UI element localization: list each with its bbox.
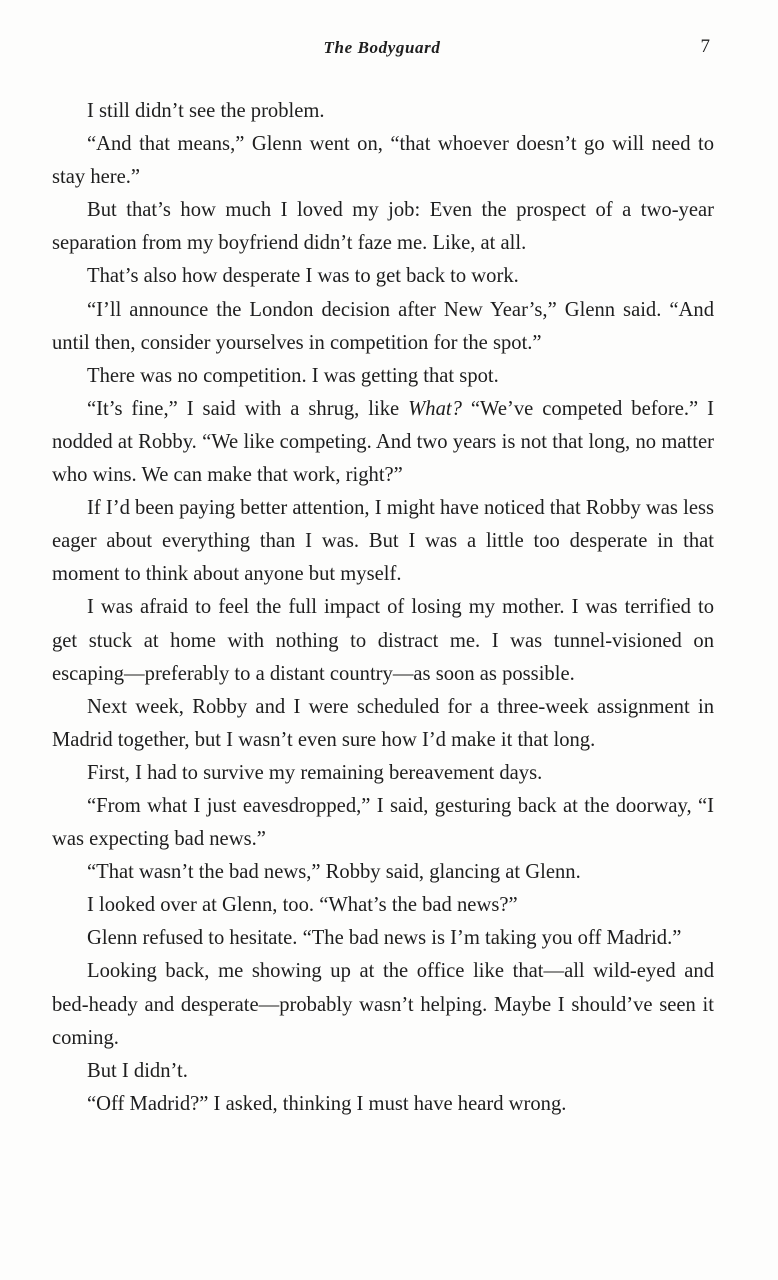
paragraph: Glenn refused to hesitate. “The bad news is I’m taking you off Madrid.” xyxy=(87,927,682,950)
paragraph: “I’ll announce the London decision after New Year’s,” Glenn said. “And until then, consider yourselves in competition for the spot.” xyxy=(52,298,714,354)
emphasis-text: What? xyxy=(408,397,462,420)
running-title: The Bodyguard xyxy=(323,38,441,57)
paragraph: “That wasn’t the bad news,” Robby said, glancing at Glenn. xyxy=(87,861,581,884)
paragraph-text: “We’ve competed before.” I nodded at Robby. “We like competing. And two years is not that long, no matter who wins. We can make that work, right?” xyxy=(52,397,714,487)
paragraph: There was no competition. I was getting that spot. xyxy=(87,364,499,387)
paragraph xyxy=(52,393,714,492)
paragraph-text: “It’s fine,” I said with a shrug, like xyxy=(87,397,409,420)
page-number: 7 xyxy=(700,36,710,57)
paragraph: Next week, Robby and I were scheduled for a three-week assignment in Madrid together, but I wasn’t even sure how I’d make it that long. xyxy=(52,695,714,751)
paragraph: “From what I just eavesdropped,” I said, gesturing back at the doorway, “I was expecting bad news.” xyxy=(52,794,714,851)
paragraph: I was afraid to feel the full impact of losing my mother. I was terrified to get stuck at home with nothing to distract me. I was tunnel-visioned on escaping—preferably to a distant country—as soon as possible. xyxy=(52,596,714,685)
paragraph: “Off Madrid?” I asked, thinking I must have heard wrong. xyxy=(87,1092,567,1115)
paragraph: Looking back, me showing up at the office like that—all wild-eyed and bed-heady and desperate—probably wasn’t helping. Maybe I should’ve seen it coming. xyxy=(52,960,714,1049)
paragraph: I looked over at Glenn, too. “What’s the bad news?” xyxy=(87,894,518,917)
paragraph: I still didn’t see the problem. xyxy=(87,100,325,122)
paragraph: “And that means,” Glenn went on, “that whoever doesn’t go will need to stay here.” xyxy=(52,133,714,189)
paragraph: First, I had to survive my remaining bereavement days. xyxy=(87,761,543,784)
paragraph: That’s also how desperate I was to get back to work. xyxy=(87,265,519,288)
paragraph: But that’s how much I loved my job: Even the prospect of a two-year separation from my boyfriend didn’t faze me. Like, at all. xyxy=(52,199,714,255)
paragraph: But I didn’t. xyxy=(87,1059,188,1082)
running-head xyxy=(52,36,712,62)
body-text xyxy=(52,95,714,1121)
paragraph: If I’d been paying better attention, I might have noticed that Robby was less eager about everything than I was. But I was a little too desperate in that moment to think about anyone but myself. xyxy=(52,497,714,586)
